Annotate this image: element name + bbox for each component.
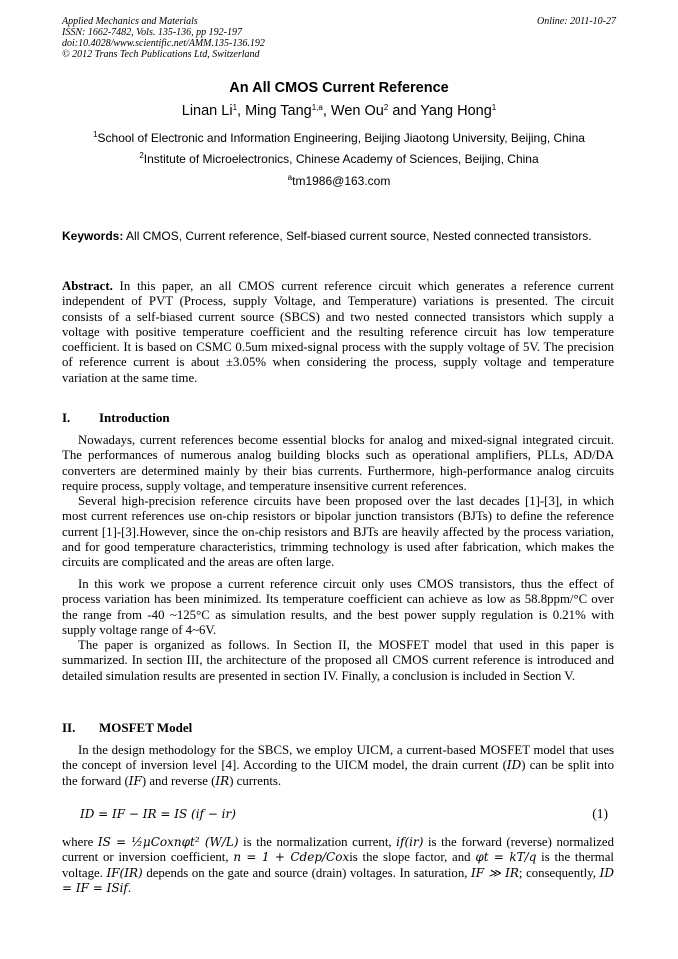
author-name: Linan Li [181,103,233,119]
keywords-label: Keywords: [62,229,124,243]
math-id: ID [506,758,522,773]
author-email: $^a$tm1986@163.com [287,173,391,188]
keywords-text: All CMOS, Current reference, Self-biased current source, Nested connected transistors. [123,229,592,243]
author-sup: 2 [383,103,389,112]
doi-line: doi:10.4028/www.scientific.net/AMM.135-136.192 [62,38,265,49]
journal-header [62,16,616,60]
intro-paragraph-2: Several high-precision reference circuits have been proposed over the last decades [1]-[3], in which most current references use on-chip resistors or bipolar junction transistors (BJTs) to define the reference current [1]-[3].However, since the on-chip resistors and BJTs are heavily affected by the process variation, and for good temperature characteristics, trimming technology is used after fabrication, which makes the circuits are complicated and the areas are often large. [62,494,614,570]
author-name: Yang Hong [420,103,492,119]
section-heading-introduction: I. Introduction [62,410,170,425]
math-normalization-current: IS = ½μCoxnφt² (W/L) [97,835,239,849]
journal-name: Applied Mechanics and Materials [62,16,198,27]
affiliation-2: $^2$Institute of Microelectronics, Chinese Academy of Sciences, Beijing, China [139,151,539,166]
online-date: Online: 2011-10-27 [537,16,616,27]
abstract-text: In this paper, an all CMOS current reference circuit which generates a reference current independent of PVT (Process, supply Voltage, and Temperature) variations is presented. The circuit consists of a self-biased current source (SBCS) and two nested connected transistors which supply a voltage with positive temperature coefficient and the resulting reference circuit has low temperature coefficient. It is based on CSMC 0.5um mixed-signal process with the supply voltage of 5V. The precision of reference current is about ±3.05% when considering the process, supply voltage and temperature variation at the same time. [62,279,614,385]
intro-paragraph-3: In this work we propose a current reference circuit only uses CMOS transistors, thus the effect of process variation has been minimized. Its temperature coefficient can achieve as low as 58.8ppm/°C over the range from -40 ~125°C as simulation results, and the best power supply regulation is 0.21% with supply voltage range of 4~6V. [62,577,614,637]
math-ir: IR [215,773,230,788]
affiliation-1: $^1$School of Electronic and Information Engineering, Beijing Jiaotong University, Beijing, China [93,130,585,145]
abstract [62,279,614,386]
mosfet-paragraph-1: In the design methodology for the SBCS, we employ UICM, a current-based MOSFET model that uses the concept of inversion level [4]. According to the UICM model, the drain current (ID) can be split into the forward (IF) and reverse (IR) currents. [62,743,614,788]
section-heading-mosfet-model: II. MOSFET Model [62,720,193,735]
author-name: Ming Tang [245,103,312,119]
intro-paragraph-1: Nowadays, current references become essential blocks for analog and mixed-signal integrated circuit. The performances of numerous analog building blocks such as operational amplifiers, PLLs, AD/DA converters are determined mainly by their bias currents. Furthermore, high-performance analog circuits require process, supply voltage, and temperature insensitive current references. [62,433,614,493]
abstract-label: Abstract. [62,279,113,293]
copyright-line: © 2012 Trans Tech Publications Ltd, Switzerland [62,49,260,60]
keywords [62,229,614,244]
math-if: IF [128,773,142,788]
author-sup: 1 [232,103,238,112]
author-sup: 1 [491,103,497,112]
equation-1 [80,806,614,822]
author-list: Linan Li$^1$, Ming Tang$^{1,a}$, Wen Ou$^2$ and Yang Hong$^1$ [181,103,497,119]
author-name: Wen Ou [330,103,384,119]
issn-line: ISSN: 1662-7482, Vols. 135-136, pp 192-197 [62,27,242,38]
paper-title: An All CMOS Current Reference [229,80,449,96]
equation-number: (1) [592,806,608,821]
equation-body: ID = IF − IR = IS (if − ir) [80,807,236,821]
mosfet-paragraph-2: where IS = ½μCoxnφt² (W/L) is the normalization current, if(ir) is the forward (reverse) normalized current or inversion coefficient, n = 1 + Cdep/Coxis the slope factor, and φt = kT/q is the thermal voltage. IF(IR) depends on the gate and source (drain) voltages. In saturation, IF ≫ IR; consequently, ID = IF = ISif. [62,835,615,895]
intro-paragraph-4: The paper is organized as follows. In Section II, the MOSFET model that used in this paper is summarized. In section III, the architecture of the proposed all CMOS current reference is introduced and detailed simulation results are presented in section IV. Finally, a conclusion is included in Section V. [62,638,614,683]
author-sup: 1,a [311,103,323,112]
